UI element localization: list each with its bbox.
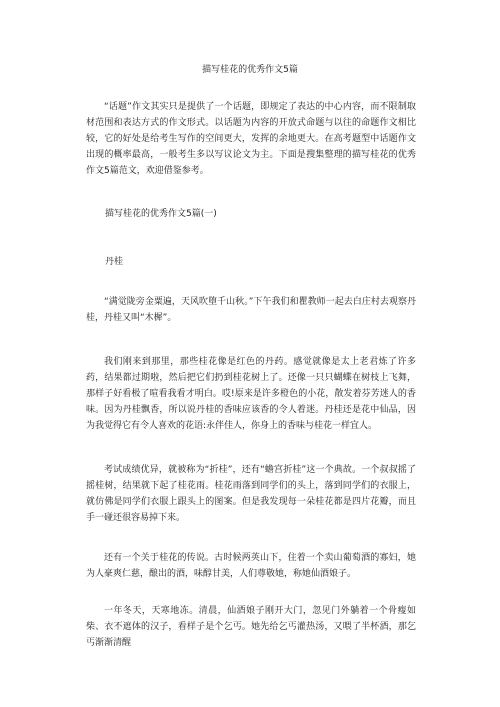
body-paragraph-4: 还有一个关于桂花的传说。古时候两英山下，住着一个卖山葡萄酒的寡妇，她为人豪爽仁慈，酿出的酒，味醇甘美，人们尊敬她，称她仙酒娘子。 (86, 553, 416, 579)
page-title: 描写桂花的优秀作文5篇 (202, 65, 298, 75)
body-paragraph-2: 我们刚来到那里，那些桂花像是红色的丹药。感觉就像是太上老君炼了许多药，结果都过期啦，然后把它们扔到桂花树上了。还像一只只蝴蝶在树枝上飞舞，那样子好看极了喧看我看才明白。哎!原来是许多橙色的小花，散发着芬芳迷人的香味。因为丹桂飘香，所以说丹桂的香味应该香的令人着迷。丹桂还是花中仙品，因为我觉得它有令人喜欢的花语:永伴佳人，你身上的香味与桂花一样宜人。 (86, 357, 416, 431)
body-paragraph-1: “满觉陇旁金粟遍，天风吹堕千山秋。”下午我们和瞿教师一起去白庄村去观察丹桂，丹桂又叫“木樨”。 (86, 297, 416, 323)
body-paragraph-3: 考试成绩优异，就被称为“折桂”，还有“蟾宫折桂”这一个典故。一个叔叔摇了摇桂树，结果就下起了桂花雨。桂花雨落到同学们的头上，落到同学们的衣服上，就仿佛是同学们衣服上跟头上的图案。但是我发现每一朵桂花都是四片花瓣，而且手一碰还很容易掉下来。 (86, 465, 416, 523)
intro-paragraph: “话题”作文其实只是提供了一个话题，即规定了表达的中心内容，而不限制取材范围和表达方式的作文形式。以话题为内容的开放式命题与以往的命题作文相比较，它的好处是给考生写作的空间更大，发挥的余地更大。在高考题型中话题作文出现的概率最高，一般考生多以写议论文为主。下面是搜集整理的描写桂花的优秀作文5篇范文，欢迎借鉴参考。 (86, 102, 416, 176)
body-paragraph-5: 一年冬天，天寒地冻。清晨，仙酒娘子刚开大门，忽见门外躺着一个骨瘦如柴、衣不遮体的汉子，看样子是个乞丐。她先给乞丐灌热汤，又喂了半杯酒，那乞丐渐渐清醒 (86, 606, 416, 648)
essay-title: 丹桂 (105, 257, 124, 267)
section-title: 描写桂花的优秀作文5篇(一) (105, 209, 217, 219)
